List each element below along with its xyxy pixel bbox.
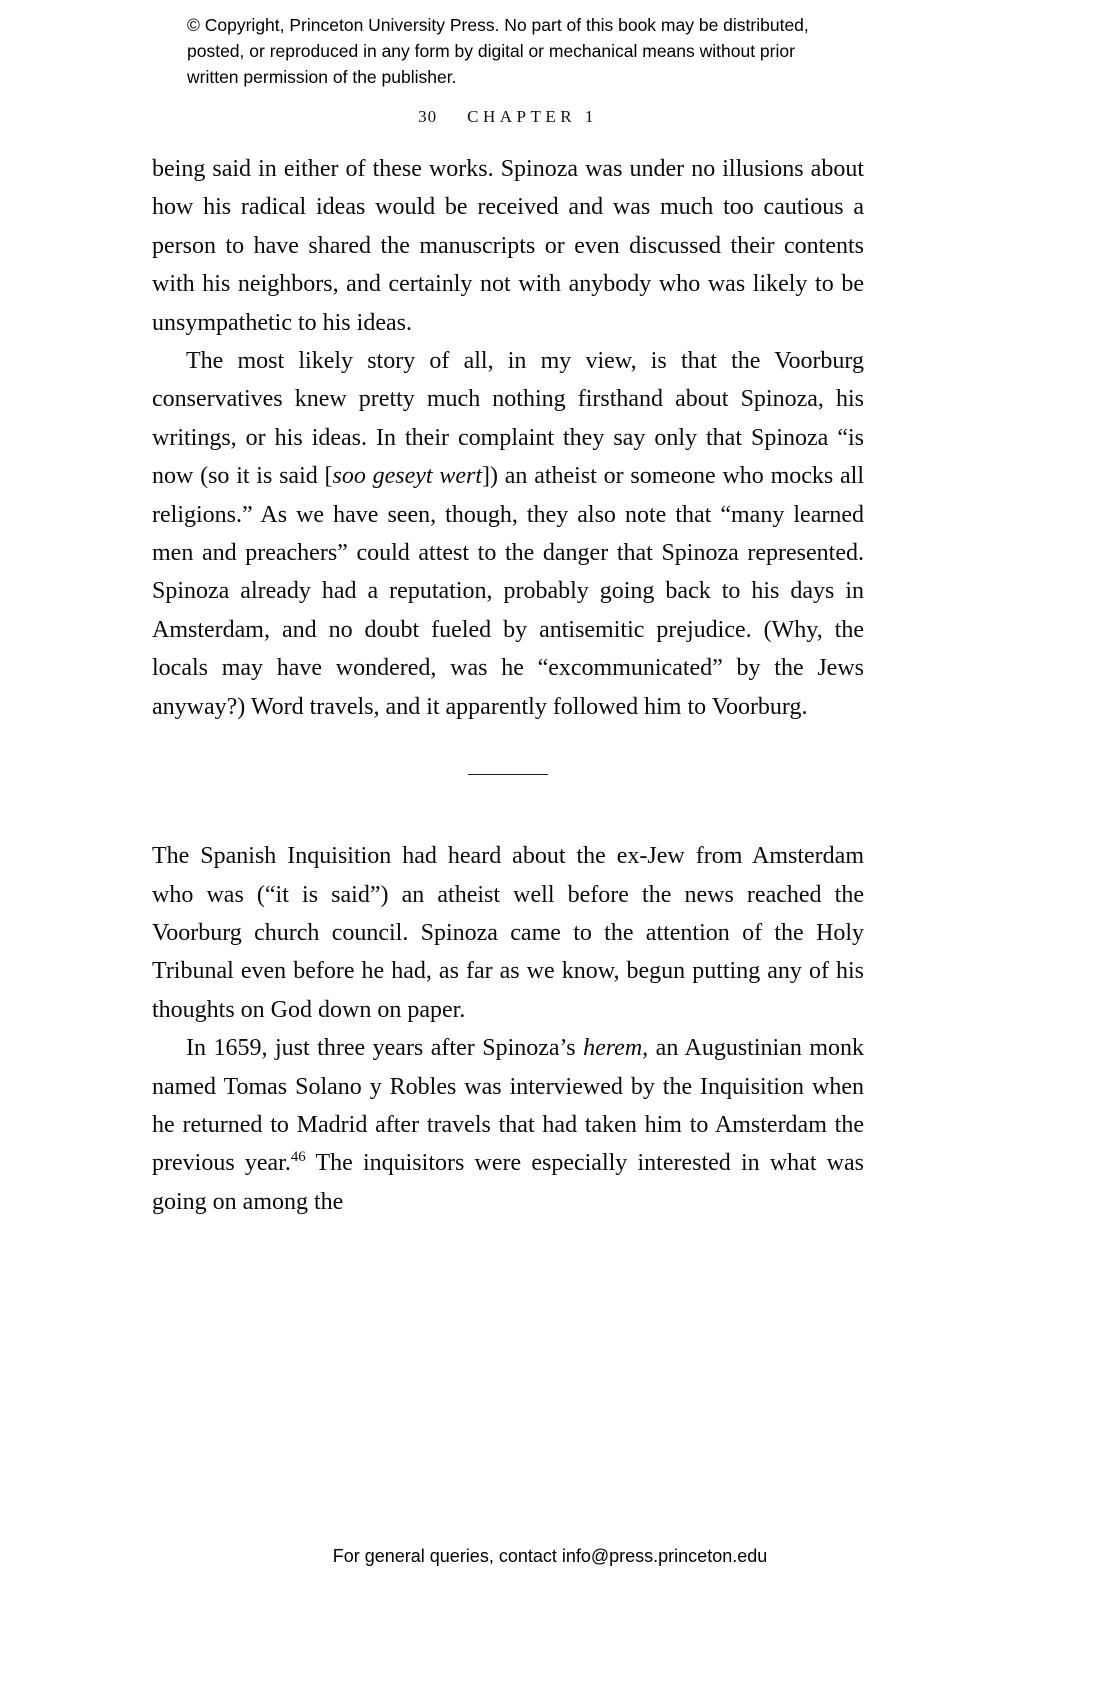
footnote-ref-46: 46 <box>290 1149 306 1166</box>
footer-contact: For general queries, contact info@press.princeton.edu <box>332 1546 768 1566</box>
page-number: 30 <box>418 107 438 126</box>
paragraph-2-text-post: ]) an atheist or someone who mocks all religions.” As we have seen, though, they also note that “many learned men and preachers” could attest to the danger that Spinoza represented. Spinoza already had a reputation, probably going back to his days in Amsterdam, and no doubt fueled by antisemitic prejudice. (Why, the locals may have wondered, was he “excommunicated” by the Jews anyway?) Word travels, and it apparently followed him to Voorburg. <box>152 463 864 720</box>
paragraph-2 <box>152 342 864 726</box>
italic-phrase-soo-geseyt-wert: soo geseyt wert <box>332 463 483 490</box>
running-head <box>152 107 864 127</box>
chapter-heading: CHAPTER 1 <box>467 107 598 126</box>
paragraph-1: being said in either of these works. Spinoza was under no illusions about how his radical ideas would be received and was much too cautious a person to have shared the manuscripts or even discussed their contents with his neighbors, and certainly not with anybody who was likely to be unsympathetic to his ideas. <box>152 156 864 336</box>
paragraph-4 <box>152 1029 864 1221</box>
paragraph-3: The Spanish Inquisition had heard about the ex-Jew from Amsterdam who was (“it is said”) an atheist well before the news reached the Voorburg church council. Spinoza came to the attention of the Holy Tribunal even before he had, as far as we know, begun putting any of his thoughts on God down on paper. <box>152 843 864 1023</box>
section-break-rule <box>468 774 548 775</box>
copyright-notice: © Copyright, Princeton University Press. No part of this book may be distributed, posted, or reproduced in any form by digital or mechanical means without prior written permission of the publisher. <box>187 15 809 87</box>
paragraph-2-text-pre: The most likely story of all, in my view, is that the Voorburg conservatives knew pretty much nothing firsthand about Spinoza, his writings, or his ideas. In their complaint they say only that Spinoza “is now (so it is said [ <box>152 348 864 490</box>
paragraph-4-text-mid: , an Augustinian monk named Tomas Solano y Robles was interviewed by the Inquisition when he returned to Madrid after travels that had taken him to Amsterdam the previous year. <box>152 1035 865 1177</box>
paragraph-4-text-post: The inquisitors were especially interested in what was going on among the <box>152 1150 865 1215</box>
body-text <box>152 150 864 1221</box>
paragraph-4-text-pre: In 1659, just three years after Spinoza’s <box>186 1035 584 1062</box>
italic-phrase-herem: herem <box>583 1035 643 1062</box>
